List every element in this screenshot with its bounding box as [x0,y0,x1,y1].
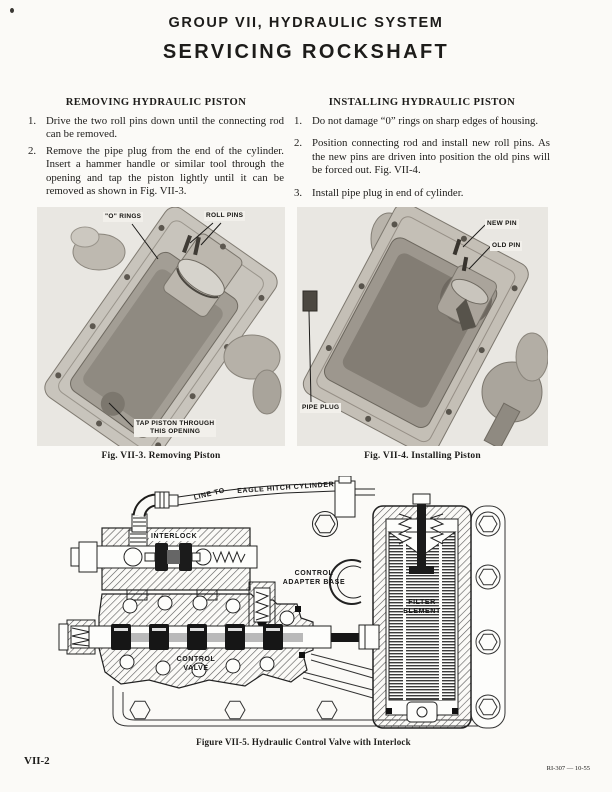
interlock-label: INTERLOCK [151,533,198,540]
line-fitting [132,476,375,532]
scan-artifact [10,8,14,13]
control-valve-label [171,655,221,673]
control-valve-line1: CONTROL [176,656,216,663]
control-adapter-base-label [278,569,350,587]
doc-code: RI-307 — 10-55 [546,765,590,772]
figure-vii-5-caption: Figure VII-5. Hydraulic Control Valve with Interlock [196,737,411,747]
figure-vii-4 [297,207,548,461]
removing-piston-photo-art [37,207,285,446]
diagram-hydraulic-control-valve [55,476,552,734]
list-item-number: 1. [28,115,37,127]
list-item-text: Do not damage “0” rings on sharp edges of housing. [312,115,539,127]
figure-vii-3 [37,207,285,461]
figure-vii-3-caption: Fig. VII-3. Removing Piston [101,451,221,461]
control-adapter-line2: ADAPTER BASE [282,579,346,586]
o-rings-callout: "O" RINGS [105,213,142,220]
figure-vii-4-caption: Fig. VII-4. Installing Piston [364,451,481,461]
line-to-label: LINE TO [193,487,226,502]
tap-piston-line1: TAP PISTON THROUGH [136,420,215,427]
tap-piston-callout [134,419,216,437]
eagle-hitch-cylinder-label: EAGLE HITCH CYLINDER [237,481,335,495]
control-valve-diagram-art [55,476,552,734]
right-column-heading: INSTALLING HYDRAULIC PISTON [328,97,516,108]
installing-piston-column [294,97,550,209]
list-item [28,115,284,142]
list-item-number: 2. [28,144,37,157]
list-item [28,145,284,199]
left-column-heading: REMOVING HYDRAULIC PISTON [65,97,247,108]
filter-element-label [397,598,447,616]
list-item [294,137,550,177]
filter-element-line2: ELEMENT [403,608,441,615]
new-pin-callout: NEW PIN [487,220,517,227]
photo-removing-piston [37,207,285,446]
procedure-columns [28,97,550,209]
pipe-plug-part [303,291,317,311]
filter-center-bolt [417,502,426,568]
photo-installing-piston [297,207,548,446]
list-item-text: Install pipe plug in end of cylinder. [312,186,464,199]
list-item-text: Remove the pipe plug from the end of the cylinder. Insert a hammer handle or similar tool through the opening and tap the piston lightly until it can be removed as shown in Fig. VII-3. [46,144,284,198]
figure-vii-5 [55,476,552,747]
removing-piston-column [28,97,284,209]
control-adapter-line1: CONTROL [294,570,334,577]
group-title: GROUP VII, HYDRAULIC SYSTEM [168,15,444,31]
page-number: VII-2 [24,755,50,767]
list-item [294,115,550,128]
list-item-text: Drive the two roll pins down until the connecting rod can be removed. [46,115,284,141]
pipe-plug-callout: PIPE PLUG [302,404,340,411]
page-title: SERVICING ROCKSHAFT [162,41,450,63]
old-pin-callout: OLD PIN [492,242,521,249]
right-bolt-plate [471,506,505,728]
linkage-pipes [303,654,373,698]
adapter-arch [313,512,362,605]
interlock-spool [155,543,168,571]
list-item [294,187,550,200]
list-item-number: 3. [294,186,303,199]
list-item-number: 1. [294,115,303,127]
roll-pins-callout: ROLL PINS [206,212,244,219]
control-valve-line2: VALVE [183,665,209,672]
filter-element-line1: FILTER [408,599,436,606]
list-item-text: Position connecting rod and install new roll pins. As the new pins are driven into position the old pins will be forced out. Fig. VII-4. [312,137,550,177]
list-item-number: 2. [294,137,303,150]
tap-piston-line2: THIS OPENING [150,428,201,435]
